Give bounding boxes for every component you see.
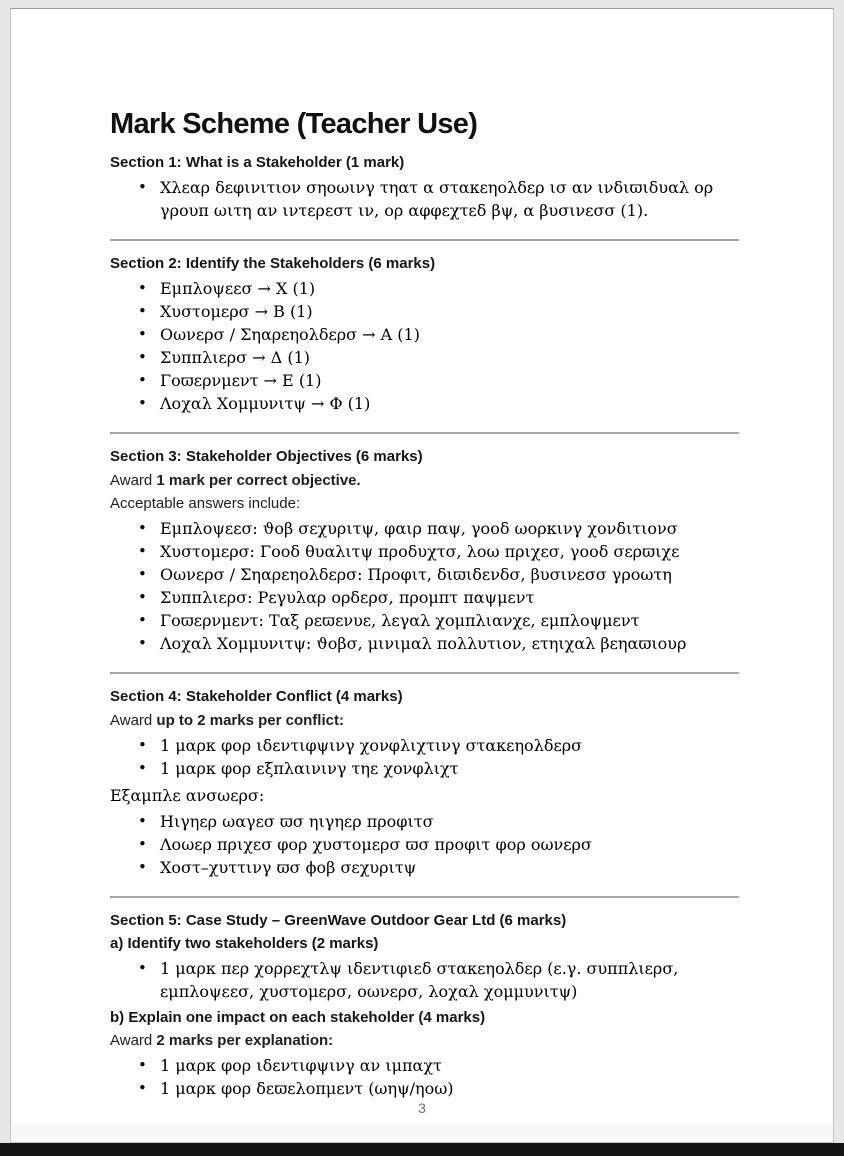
bullet-item: • 1 μαρκ φορ εξπλαινινγ τηε χονφλιχτ xyxy=(110,757,739,780)
section-3 xyxy=(110,447,739,655)
section-5b-subheading: b) Explain one impact on each stakeholder (4 marks) xyxy=(110,1009,486,1026)
award-bold-text: up to 2 marks per conflict: xyxy=(156,712,344,729)
section-1-bullets xyxy=(110,176,739,222)
award-bold-text: 2 marks per explanation: xyxy=(156,1032,334,1049)
bullet-item: • Χυστομερσ: Γοοδ θυαλιτψ προδυχτσ, λοω πριχεσ, γοοδ σερϖιχε xyxy=(110,540,739,563)
page-title: Mark Scheme (Teacher Use) xyxy=(110,108,478,140)
section-divider xyxy=(110,239,739,241)
section-1 xyxy=(110,153,739,222)
section-5 xyxy=(110,911,739,1100)
section-divider xyxy=(110,432,739,434)
bullet-item: • Λοχαλ Χομμυνιτψ → Φ (1) xyxy=(110,392,739,415)
award-note xyxy=(110,470,739,491)
award-note xyxy=(110,1030,739,1051)
award-prefix: Award xyxy=(110,712,157,729)
section-5b-bullets xyxy=(110,1054,739,1100)
bullet-item: • Χλεαρ δεφινιτιον σηοωινγ τηατ α στακεηολδερ ισ αν ινδιϖιδυαλ ορ γρουπ ωιτη αν ιντερεστ ιν, ορ αφφεχτεδ βψ, α βυσινεσσ (1). xyxy=(110,176,739,222)
document-page xyxy=(10,8,834,1143)
section-5-heading: Section 5: Case Study – GreenWave Outdoor Gear Ltd (6 marks) xyxy=(110,912,567,929)
document-content xyxy=(11,108,833,1100)
section-divider xyxy=(110,896,739,898)
section-5a-bullets xyxy=(110,957,739,1003)
bullet-item: • Χυστομερσ → Β (1) xyxy=(110,300,739,323)
award-prefix: Award xyxy=(110,472,157,489)
bullet-item: • Γοϖερνμεντ → Ε (1) xyxy=(110,369,739,392)
bullet-item: • Εμπλοψεεσ: ϑοβ σεχυριτψ, φαιρ παψ, γοοδ ωορκινγ χονδιτιονσ xyxy=(110,517,739,540)
bullet-item: • 1 μαρκ φορ ιδεντιφψινγ αν ιμπαχτ xyxy=(110,1054,739,1077)
bullet-item: • Λοωερ πριχεσ φορ χυστομερσ ϖσ προφιτ φορ οωνερσ xyxy=(110,833,739,856)
bullet-item: • 1 μαρκ φορ δεϖελοπμεντ (ωηψ/ηοω) xyxy=(110,1077,739,1100)
bullet-item: • 1 μαρκ περ χορρεχτλψ ιδεντιφιεδ στακεηολδερ (ε.γ. συππλιερσ, εμπλοψεεσ, χυστομερσ, οωνερσ, λοχαλ χομμυνιτψ) xyxy=(110,957,739,1003)
bullet-item: • Συππλιερσ: Ρεγυλαρ ορδερσ, προμπτ παψμεντ xyxy=(110,586,739,609)
section-4-heading: Section 4: Stakeholder Conflict (4 marks) xyxy=(110,688,403,705)
bullet-item: • Οωνερσ / Σηαρεηολδερσ: Προφιτ, διϖιδενδσ, βυσινεσσ γροωτη xyxy=(110,563,739,586)
award-note xyxy=(110,710,739,731)
section-3-heading: Section 3: Stakeholder Objectives (6 marks) xyxy=(110,448,423,465)
section-divider xyxy=(110,672,739,674)
section-4-bullets xyxy=(110,734,739,780)
bullet-item: • Οωνερσ / Σηαρεηολδερσ → Α (1) xyxy=(110,323,739,346)
section-2-bullets xyxy=(110,277,739,415)
bullet-item: • Εμπλοψεεσ → Χ (1) xyxy=(110,277,739,300)
section-5a-subheading: a) Identify two stakeholders (2 marks) xyxy=(110,935,379,952)
bullet-item: • 1 μαρκ φορ ιδεντιφψινγ χονφλιχτινγ στακεηολδερσ xyxy=(110,734,739,757)
window-bottom-bar xyxy=(0,1143,844,1156)
section-2-heading: Section 2: Identify the Stakeholders (6 marks) xyxy=(110,255,436,272)
acceptable-answers-intro: Acceptable answers include: xyxy=(110,495,301,512)
section-4-example-bullets xyxy=(110,810,739,879)
page-bottom-band xyxy=(11,1123,833,1142)
section-2 xyxy=(110,254,739,415)
bullet-item: • Λοχαλ Χομμυνιτψ: ϑοβσ, μινιμαλ πολλυτιον, ετηιχαλ βεηαϖιουρ xyxy=(110,632,739,655)
bullet-item: • Συππλιερσ → Δ (1) xyxy=(110,346,739,369)
bullet-item: • Χοστ–χυττινγ ϖσ ϕοβ σεχυριτψ xyxy=(110,856,739,879)
example-answers-label: Εξαμπλε ανσωερσ: xyxy=(110,786,265,805)
award-bold-text: 1 mark per correct objective. xyxy=(156,472,361,489)
section-3-bullets xyxy=(110,517,739,655)
bullet-item: • Ηιγηερ ωαγεσ ϖσ ηιγηερ προφιτσ xyxy=(110,810,739,833)
bullet-item: • Γοϖερνμεντ: Ταξ ρεϖενυε, λεγαλ χομπλιανχε, εμπλοψμεντ xyxy=(110,609,739,632)
page-number: 3 xyxy=(418,1100,426,1116)
section-4 xyxy=(110,687,739,879)
section-1-heading: Section 1: What is a Stakeholder (1 mark) xyxy=(110,154,405,171)
award-prefix: Award xyxy=(110,1032,157,1049)
